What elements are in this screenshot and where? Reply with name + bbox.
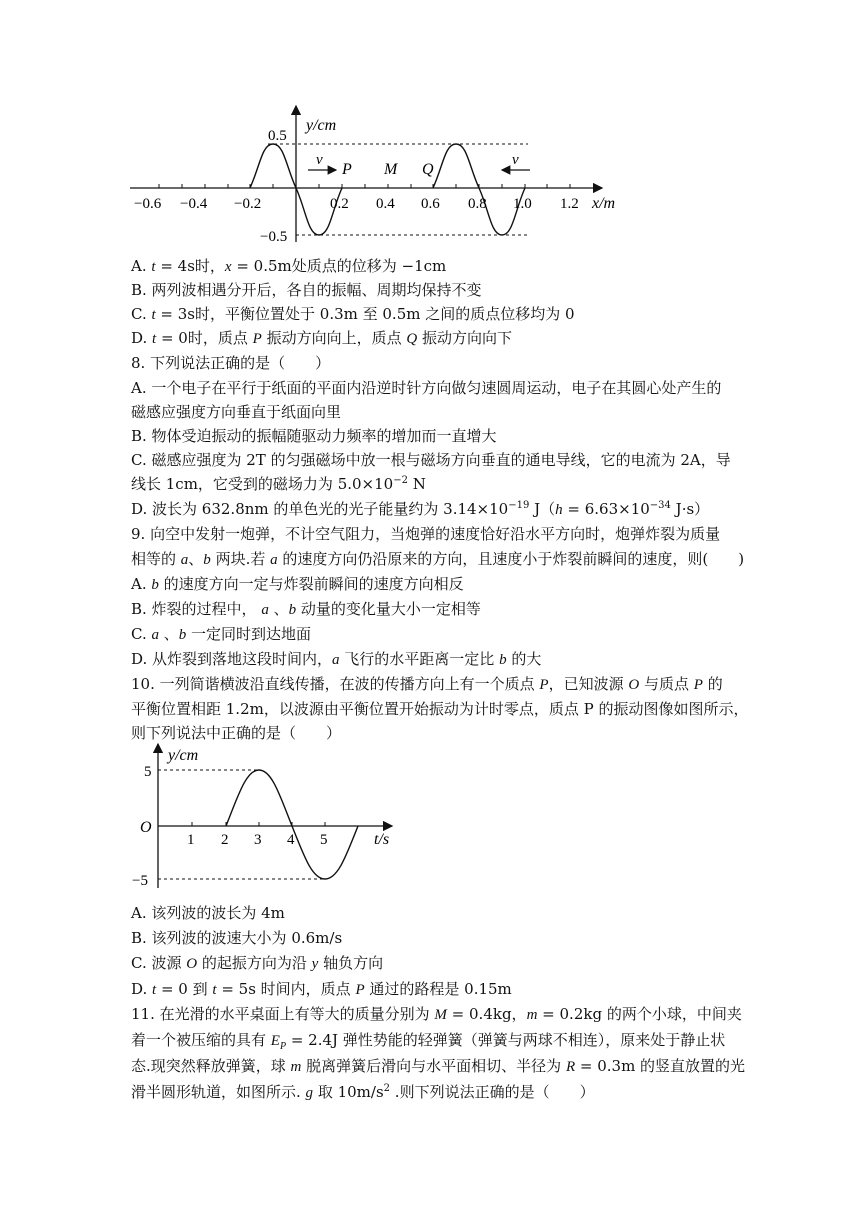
x-axis-label: x/m <box>592 195 616 212</box>
q9-option-c: C. a 、b 一定同时到达地面 <box>131 625 312 643</box>
q9-option-d: D. 从炸裂到落地这段时间内，a 飞行的水平距离一定比 b 的大 <box>131 650 542 668</box>
y-tick-neg: −5 <box>132 873 148 889</box>
y-axis-label: y/cm <box>168 747 199 764</box>
q10-stem-cont: 平衡位置相距 1.2m，以波源由平衡位置开始振动为计时零点，质点 P 的振动图像如图所示， <box>131 700 749 718</box>
x-tick: 1.2 <box>560 196 579 212</box>
y-axis-label: y/cm <box>306 117 337 134</box>
q10-option-c: C. 波源 O 的起振方向为沿 y 轴负方向 <box>131 954 384 972</box>
x-axis-label: t/s <box>374 831 390 848</box>
q9-option-a: A. b 的速度方向一定与炸裂前瞬间的速度方向相反 <box>131 575 464 593</box>
wave-figure <box>128 100 628 248</box>
x-tick: 0.6 <box>421 196 440 212</box>
q10-option-a: A. 该列波的波长为 4m <box>131 904 285 922</box>
q8-option-b: B. 物体受迫振动的振幅随驱动力频率的增加而一直增大 <box>131 427 497 445</box>
point-M-label: M <box>384 161 398 178</box>
x-tick: 0.4 <box>376 196 395 212</box>
x-tick: 2 <box>221 832 229 848</box>
x-tick: −0.6 <box>134 196 162 212</box>
q7-option-d: D. t = 0时，质点 P 振动方向向上，质点 Q 振动方向向下 <box>131 329 512 347</box>
q8-option-c: C. 磁感应强度为 2T 的匀强磁场中放一根与磁场方向垂直的通电导线，它的电流为 2A，导 <box>131 451 731 469</box>
q11-stem: 11. 在光滑的水平桌面上有等大的质量分别为 M = 0.4kg，m = 0.2kg 的两个小球，中间夹 <box>131 1005 742 1023</box>
point-Q-label: Q <box>422 161 434 178</box>
x-tick: 1 <box>187 832 195 848</box>
q8-option-d: D. 波长为 632.8nm 的单色光的光子能量约为 $3.14\times 10^{-19}$ $J(h = 6.63\times 10^{-34}$ J·s） <box>131 500 710 518</box>
y-tick-neg: −0.5 <box>260 229 288 245</box>
y-tick-pos: 5 <box>144 764 152 780</box>
point-P-label: P <box>342 161 352 178</box>
x-tick: 5 <box>320 832 328 848</box>
x-tick: 0.8 <box>468 196 487 212</box>
x-tick: 3 <box>254 832 262 848</box>
y-tick-pos: 0.5 <box>268 128 287 144</box>
q8-option-a-cont: 磁感应强度方向垂直于纸面向里 <box>131 403 342 421</box>
q10-option-d: D. t = 0 到 t = 5s 时间内，质点 P 通过的路程是 0.15m <box>131 980 512 998</box>
vibration-figure <box>128 740 408 890</box>
q7-option-b: B. 两列波相遇分开后，各自的振幅、周期均保持不变 <box>131 281 482 299</box>
q7-option-c: C. t = 3s时，平衡位置处于 0.3m 至 0.5m 之间的质点位移均为 0 <box>131 305 575 323</box>
q10-stem-cont2: 则下列说法中正确的是（ ） <box>131 724 342 742</box>
velocity-label-right: v <box>512 152 519 168</box>
q8-option-c-cont: 线长 1cm，它受到的磁场力为 $5.0\times 10^{-2}$ N <box>131 475 426 493</box>
q8-option-a: A. 一个电子在平行于纸面的平面内沿逆时针方向做匀速圆周运动，电子在其圆心处产生的 <box>131 379 722 397</box>
q8-stem: 8. 下列说法正确的是（ ） <box>131 354 331 372</box>
x-tick: 0.2 <box>330 196 349 212</box>
q10-stem: 10. 一列简谐横波沿直线传播，在波的传播方向上有一个质点 P，已知波源 O 与质点 P 的 <box>131 675 723 693</box>
q10-option-b: B. 该列波的波速大小为 0.6m/s <box>131 929 343 947</box>
q11-stem-cont: 着一个被压缩的具有 $E_P = 2.4J$ 弹性势能的轻弹簧（弹簧与两球不相连），原来处于静止状 <box>131 1031 726 1052</box>
q9-stem-cont: 相等的 a、b 两块.若 a 的速度方向仍沿原来的方向，且速度小于炸裂前瞬间的速度，则( ) <box>131 550 745 568</box>
q7-option-a: A. t = 4s时，x = 0.5m处质点的位移为 −1cm <box>131 257 447 275</box>
q9-option-b: B. 炸裂的过程中， a 、b 动量的变化量大小一定相等 <box>131 600 481 618</box>
x-tick: −0.2 <box>234 196 262 212</box>
origin-label: O <box>140 819 152 836</box>
q11-stem-cont3: 滑半圆形轨道，如图所示. g 取 $10m/s^2$ .则下列说法正确的是（ ） <box>131 1083 595 1101</box>
x-tick: 4 <box>287 832 295 848</box>
q9-stem: 9. 向空中发射一炮弹，不计空气阻力，当炮弹的速度恰好沿水平方向时，炮弹炸裂为质量 <box>131 525 721 543</box>
q11-stem-cont2: 态.现突然释放弹簧，球 m 脱离弹簧后滑向与水平面相切、半径为 R = 0.3m 的竖直放置的光 <box>131 1057 746 1075</box>
x-tick: −0.4 <box>180 196 208 212</box>
x-tick: 1.0 <box>513 196 532 212</box>
velocity-label-left: v <box>316 152 323 168</box>
